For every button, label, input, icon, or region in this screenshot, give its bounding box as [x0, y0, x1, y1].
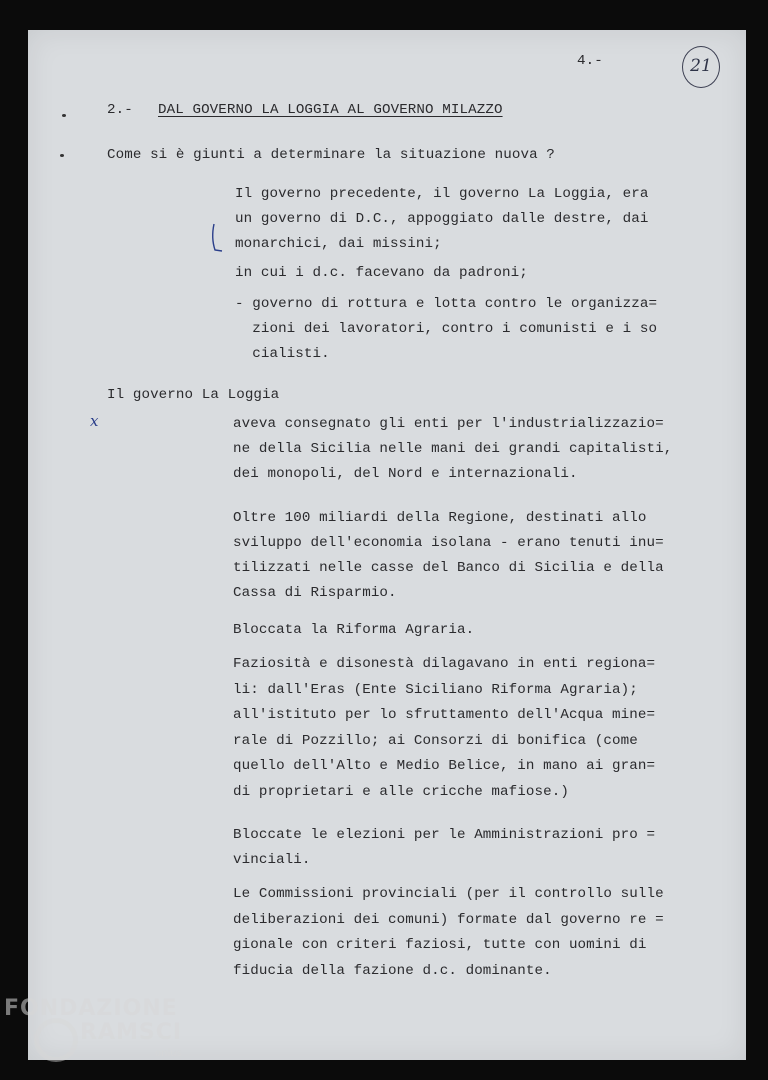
text-line: Faziosità e disonestà dilagavano in enti regiona= [233, 656, 656, 672]
text-line: aveva consegnato gli enti per l'industrializzazio= [233, 416, 664, 432]
text-line: Il governo precedente, il governo La Loggia, era [235, 186, 649, 202]
text-line: deliberazioni dei comuni) formate dal governo re = [233, 911, 664, 928]
margin-dot [60, 154, 64, 157]
text-line: vinciali. [233, 852, 311, 868]
text-line: Bloccata la Riforma Agraria. [233, 622, 475, 638]
text-line: in cui i d.c. facevano da padroni; [235, 265, 528, 281]
paragraph [233, 827, 655, 877]
text-line: dei monopoli, del Nord e internazionali. [233, 466, 578, 482]
dash-list-item [235, 296, 657, 371]
text-line: li: dall'Eras (Ente Siciliano Riforma Agraria); [233, 681, 638, 698]
text-line: zioni dei lavoratori, contro i comunisti e i so [235, 321, 658, 337]
text-line: Cassa di Risparmio. [233, 585, 397, 601]
handwritten-margin-bracket [208, 222, 224, 254]
section-number: 2.- [107, 102, 133, 118]
section-title: DAL GOVERNO LA LOGGIA AL GOVERNO MILAZZO [158, 102, 503, 118]
question-text: Come si è giunti a determinare la situazione nuova ? [107, 147, 555, 163]
paragraph-previous-government [235, 186, 648, 261]
text-line: all'istituto per lo sfruttamento dell'Acqua mine= [233, 707, 656, 723]
text-line: Bloccate le elezioni per le Amministrazioni pro = [233, 827, 656, 843]
text-line: - governo di rottura e lotta contro le organizza= [235, 296, 658, 312]
paragraph [233, 656, 655, 809]
text-line: fiducia della fazione d.c. dominante. [233, 962, 552, 979]
paragraph [233, 510, 664, 610]
handwritten-margin-mark: x [90, 412, 99, 430]
text-line: quello dell'Alto e Medio Belice, in mano ai gran= [233, 758, 656, 774]
text-line: rale di Pozzillo; ai Consorzi di bonifica (come [233, 732, 638, 749]
text-line: ne della Sicilia nelle mani dei grandi capitalisti, [233, 441, 673, 457]
page-number: 4.- [577, 53, 603, 69]
watermark-line3: onlus [155, 1048, 182, 1059]
paragraph [233, 886, 664, 988]
text-line: di proprietari e alle cricche mafiose.) [233, 783, 569, 800]
margin-dot [62, 114, 66, 117]
subheading: Il governo La Loggia [107, 387, 280, 403]
handwritten-page-number: 21 [690, 56, 712, 76]
text-line: cialisti. [235, 346, 330, 362]
paragraph [233, 416, 672, 491]
watermark-line2: RAMSCI [80, 1020, 183, 1045]
watermark-logo [34, 1018, 78, 1062]
text-line: Oltre 100 miliardi della Regione, destinati allo [233, 510, 647, 526]
text-line: un governo di D.C., appoggiato dalle destre, dai [235, 211, 649, 227]
text-line: gionale con criteri faziosi, tutte con uomini di [233, 937, 647, 953]
text-line: Le Commissioni provinciali (per il controllo sulle [233, 886, 664, 902]
text-line: sviluppo dell'economia isolana - erano tenuti inu= [233, 535, 664, 551]
text-line: tilizzati nelle casse del Banco di Sicilia e della [233, 560, 664, 576]
watermark-line1: FONDAZIONE [4, 996, 178, 1021]
paragraph [233, 622, 474, 647]
text-line: monarchici, dai missini; [235, 236, 442, 252]
